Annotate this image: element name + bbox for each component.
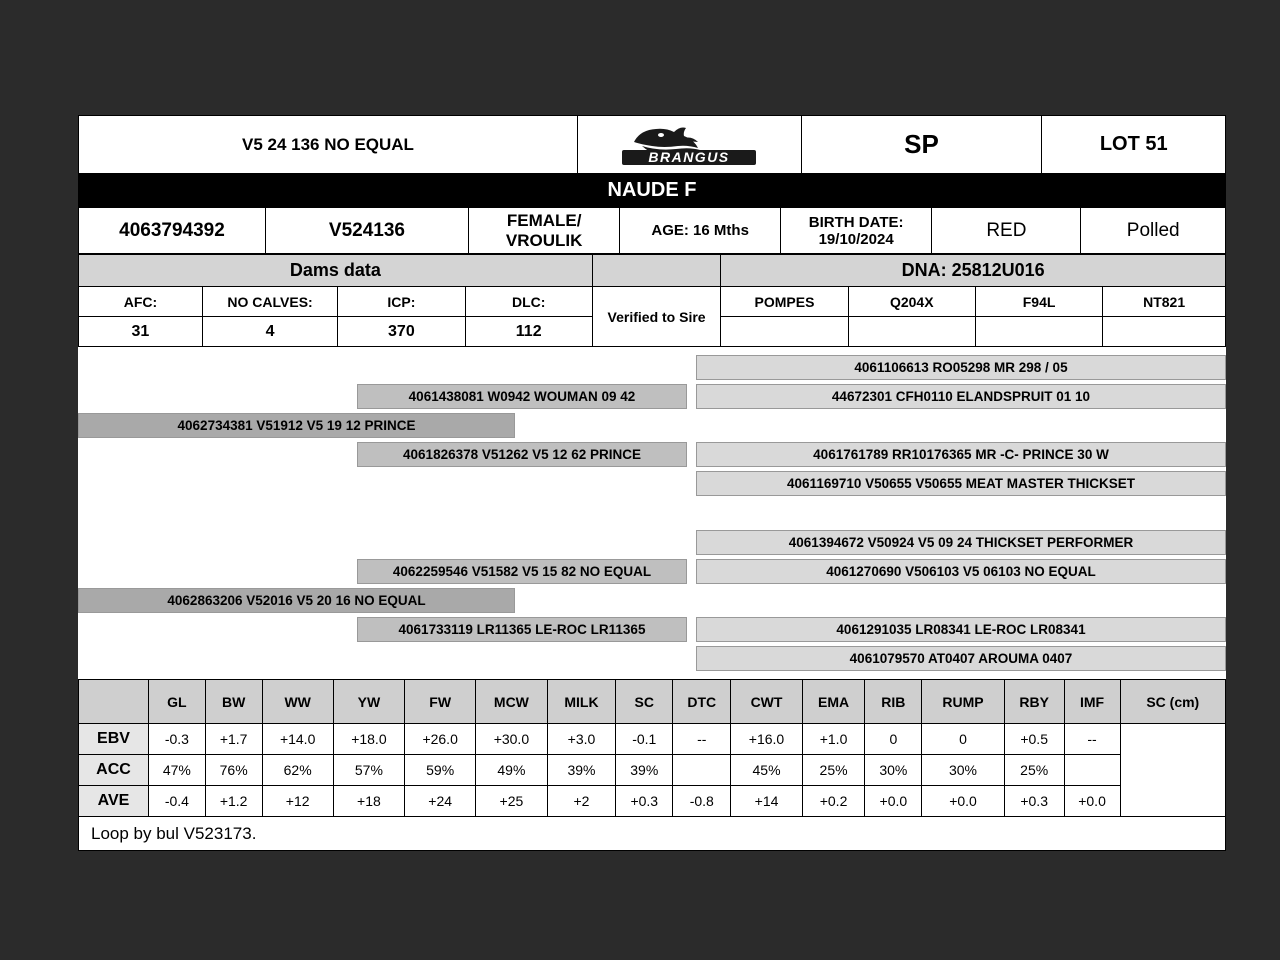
- registration-number: 4063794392: [79, 208, 266, 254]
- ebv-col-ww: WW: [262, 680, 333, 724]
- dna-result-nt821: [1103, 317, 1226, 347]
- ebv-row-label-ebv: EBV: [79, 724, 149, 755]
- colour: RED: [932, 208, 1081, 254]
- ebv-row-label-acc: ACC: [79, 755, 149, 786]
- info-row: [79, 208, 1226, 254]
- ebv-cell: -0.3: [149, 724, 206, 755]
- ebv-cell: +0.5: [1004, 724, 1064, 755]
- tag-number: V524136: [265, 208, 468, 254]
- pedigree-sire-sire: 4061438081 W0942 WOUMAN 09 42: [357, 384, 687, 409]
- pedigree-sire-sire-sire: 4061106613 RO05298 MR 298 / 05: [696, 355, 1226, 380]
- table-row: [79, 755, 1226, 786]
- acc-cell: 30%: [865, 755, 922, 786]
- pedigree-dam-dam: 4061733119 LR11365 LE-ROC LR11365: [357, 617, 687, 642]
- dlc-label: DLC:: [465, 287, 592, 317]
- pedigree-sire: 4062734381 V51912 V5 19 12 PRINCE: [78, 413, 515, 438]
- ave-cell: +0.3: [616, 786, 673, 817]
- acc-cell: 59%: [405, 755, 476, 786]
- catalogue-sheet: [78, 115, 1226, 851]
- pedigree-chart: [78, 355, 1226, 677]
- ebv-col-fw: FW: [405, 680, 476, 724]
- dams-dna-table: [78, 254, 1226, 347]
- acc-cell: 45%: [731, 755, 802, 786]
- acc-cell: 25%: [802, 755, 865, 786]
- ave-cell: +12: [262, 786, 333, 817]
- sex: FEMALE/ VROULIK: [468, 208, 619, 254]
- ebv-col-cwt: CWT: [731, 680, 802, 724]
- acc-cell: 76%: [205, 755, 262, 786]
- ebv-col-rby: RBY: [1004, 680, 1064, 724]
- afc-value: 31: [79, 317, 203, 347]
- ebv-cell: -0.1: [616, 724, 673, 755]
- no-calves-value: 4: [202, 317, 337, 347]
- acc-cell: 39%: [616, 755, 673, 786]
- dams-label-row: [79, 287, 1226, 317]
- horn-status: Polled: [1081, 208, 1226, 254]
- acc-cell: 39%: [547, 755, 616, 786]
- dams-spacer: [592, 255, 720, 287]
- icp-label: ICP:: [338, 287, 465, 317]
- ebv-col-ema: EMA: [802, 680, 865, 724]
- acc-cell: 47%: [149, 755, 206, 786]
- acc-cell: [1064, 755, 1120, 786]
- ebv-col-gl: GL: [149, 680, 206, 724]
- ebv-cell: +18.0: [333, 724, 404, 755]
- pedigree-dam-sire-dam: 4061270690 V506103 V5 06103 NO EQUAL: [696, 559, 1226, 584]
- acc-cell: 25%: [1004, 755, 1064, 786]
- dna-result-pompes: [721, 317, 848, 347]
- breeder-name: NAUDE F: [79, 175, 1226, 207]
- dna-test-nt821: NT821: [1103, 287, 1226, 317]
- ebv-cell: +16.0: [731, 724, 802, 755]
- table-row: [79, 786, 1226, 817]
- pedigree-sire-dam: 4061826378 V51262 V5 12 62 PRINCE: [357, 442, 687, 467]
- pedigree-sire-dam-dam: 4061169710 V50655 V50655 MEAT MASTER THICKSET: [696, 471, 1226, 496]
- ave-cell: +24: [405, 786, 476, 817]
- ebv-col-sc: SC: [616, 680, 673, 724]
- brangus-logo: [577, 116, 801, 174]
- ebv-cell: +1.7: [205, 724, 262, 755]
- acc-cell: 62%: [262, 755, 333, 786]
- ave-cell: +25: [476, 786, 547, 817]
- svg-text:BRANGUS: BRANGUS: [648, 148, 730, 165]
- ave-cell: -0.8: [673, 786, 731, 817]
- dna-test-pompes: POMPES: [721, 287, 848, 317]
- ebv-cell: 0: [922, 724, 1005, 755]
- ebv-table: [78, 679, 1226, 817]
- ave-cell: +0.0: [865, 786, 922, 817]
- age: AGE: 16 Mths: [620, 208, 781, 254]
- ebv-row-label-ave: AVE: [79, 786, 149, 817]
- ave-cell: +0.0: [1064, 786, 1120, 817]
- no-calves-label: NO CALVES:: [202, 287, 337, 317]
- dams-data-title: Dams data: [79, 255, 593, 287]
- ave-cell: +0.2: [802, 786, 865, 817]
- icp-value: 370: [338, 317, 465, 347]
- animal-name: V5 24 136 NO EQUAL: [79, 116, 578, 174]
- ave-cell: +2: [547, 786, 616, 817]
- band-row: [79, 175, 1226, 207]
- ebv-header-row: [79, 680, 1226, 724]
- ebv-col-yw: YW: [333, 680, 404, 724]
- ebv-cell: +3.0: [547, 724, 616, 755]
- pedigree-sire-dam-sire: 4061761789 RR10176365 MR -C- PRINCE 30 W: [696, 442, 1226, 467]
- ave-cell: +18: [333, 786, 404, 817]
- info-table: [78, 207, 1226, 254]
- pedigree-dam-sire: 4062259546 V51582 V5 15 82 NO EQUAL: [357, 559, 687, 584]
- ebv-cell: +14.0: [262, 724, 333, 755]
- header-row: [79, 116, 1226, 174]
- acc-cell: 57%: [333, 755, 404, 786]
- dna-title: DNA: 25812U016: [721, 255, 1226, 287]
- table-row: [79, 724, 1226, 755]
- ebv-col-rump: RUMP: [922, 680, 1005, 724]
- header-table: [78, 115, 1226, 174]
- ebv-col-milk: MILK: [547, 680, 616, 724]
- pedigree-dam-dam-dam: 4061079570 AT0407 AROUMA 0407: [696, 646, 1226, 671]
- ebv-col-dtc: DTC: [673, 680, 731, 724]
- afc-label: AFC:: [79, 287, 203, 317]
- ebv-cell: --: [673, 724, 731, 755]
- ebv-corner-cell: [79, 680, 149, 724]
- pedigree-dam: 4062863206 V52016 V5 20 16 NO EQUAL: [78, 588, 515, 613]
- logo-icon: [578, 117, 801, 173]
- lot-number: LOT 51: [1042, 116, 1226, 174]
- ave-cell: +14: [731, 786, 802, 817]
- acc-cell: 49%: [476, 755, 547, 786]
- acc-cell: [673, 755, 731, 786]
- pedigree-dam-dam-sire: 4061291035 LR08341 LE-ROC LR08341: [696, 617, 1226, 642]
- ebv-cell: +26.0: [405, 724, 476, 755]
- dlc-value: 112: [465, 317, 592, 347]
- ebv-cell: 0: [865, 724, 922, 755]
- ave-cell: +0.3: [1004, 786, 1064, 817]
- ebv-col-imf: IMF: [1064, 680, 1120, 724]
- ebv-col-sc-cm: SC (cm): [1120, 680, 1225, 724]
- birth-date-label: BIRTH DATE:: [808, 213, 904, 231]
- ebv-cell: +30.0: [476, 724, 547, 755]
- ebv-cell: +1.0: [802, 724, 865, 755]
- pedigree-dam-sire-sire: 4061394672 V50924 V5 09 24 THICKSET PERFORMER: [696, 530, 1226, 555]
- band-table: [78, 174, 1226, 207]
- dna-test-q204x: Q204X: [848, 287, 975, 317]
- dams-dna-header-row: [79, 255, 1226, 287]
- pedigree-sire-sire-dam: 44672301 CFH0110 ELANDSPRUIT 01 10: [696, 384, 1226, 409]
- ebv-cell: --: [1064, 724, 1120, 755]
- dna-result-f94l: [975, 317, 1102, 347]
- dna-result-q204x: [848, 317, 975, 347]
- ave-cell: +0.0: [922, 786, 1005, 817]
- birth-date-value: 19/10/2024: [818, 230, 894, 248]
- verified-to-sire: Verified to Sire: [592, 287, 720, 347]
- ebv-col-mcw: MCW: [476, 680, 547, 724]
- ave-cell: +1.2: [205, 786, 262, 817]
- dna-test-f94l: F94L: [975, 287, 1102, 317]
- footnote: Loop by bul V523173.: [78, 817, 1226, 851]
- birth-date: [780, 208, 931, 254]
- ebv-cell-sc-cm: [1120, 724, 1225, 817]
- ebv-col-rib: RIB: [865, 680, 922, 724]
- class-code: SP: [801, 116, 1042, 174]
- ebv-col-bw: BW: [205, 680, 262, 724]
- ave-cell: -0.4: [149, 786, 206, 817]
- acc-cell: 30%: [922, 755, 1005, 786]
